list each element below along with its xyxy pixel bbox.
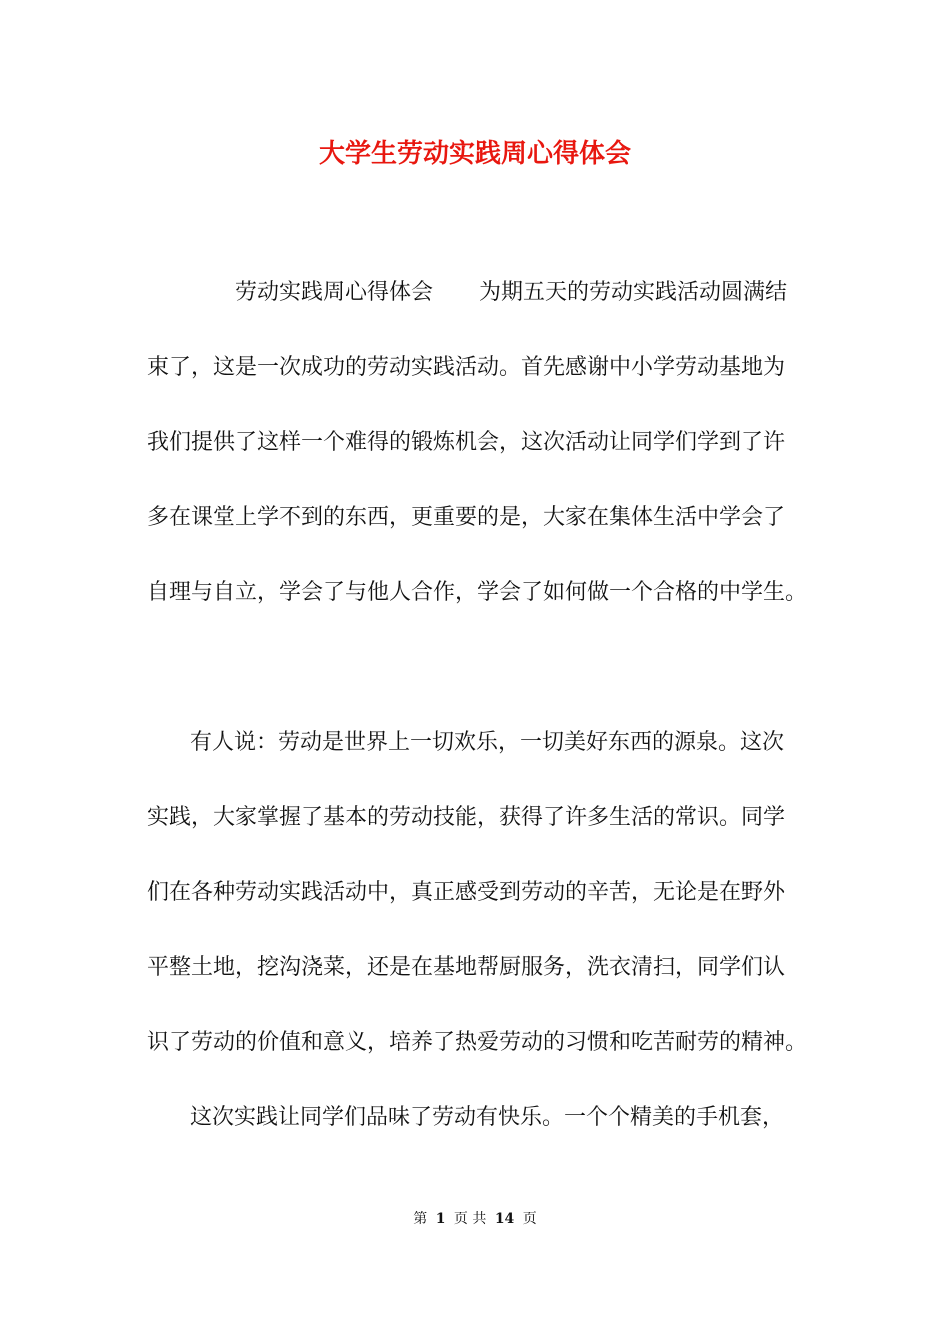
paragraph-line: 束了，这是一次成功的劳动实践活动。首先感谢中小学劳动基地为 [147,355,786,380]
paragraph-line: 平整土地，挖沟浇菜，还是在基地帮厨服务，洗衣清扫，同学们认 [147,955,786,980]
paragraph-line: 这次实践让同学们品味了劳动有快乐。一个个精美的手机套， [190,1105,785,1130]
document-title: 大学生劳动实践周心得体会 [318,139,631,169]
paragraph-line: 自理与自立，学会了与他人合作，学会了如何做一个合格的中学生。 [147,580,808,605]
paragraph-line: 多在课堂上学不到的东西，更重要的是，大家在集体生活中学会了 [147,505,786,530]
paragraph-line: 识了劳动的价值和意义，培养了热爱劳动的习惯和吃苦耐劳的精神。 [147,1030,808,1055]
paragraph-line: 我们提供了这样一个难得的锻炼机会，这次活动让同学们学到了许 [147,430,786,455]
current-page-number: 1 [435,1211,446,1227]
line-text: 为期五天的劳动实践活动圆满结 [479,280,788,305]
total-pages-number: 14 [494,1211,515,1227]
paragraph-line: 实践，大家掌握了基本的劳动技能，获得了许多生活的常识。同学 [147,805,786,830]
inline-heading: 劳动实践周心得体会 [235,280,434,305]
paragraph-line [235,277,915,309]
paragraph-line: 们在各种劳动实践活动中，真正感受到劳动的辛苦，无论是在野外 [147,880,786,905]
footer-suffix: 页 [522,1211,537,1227]
footer-middle: 页 共 [453,1211,487,1227]
paragraph-line: 有人说：劳动是世界上一切欢乐，一切美好东西的源泉。这次 [190,730,785,755]
footer-prefix: 第 [413,1211,428,1227]
page-number-footer [0,1209,950,1229]
